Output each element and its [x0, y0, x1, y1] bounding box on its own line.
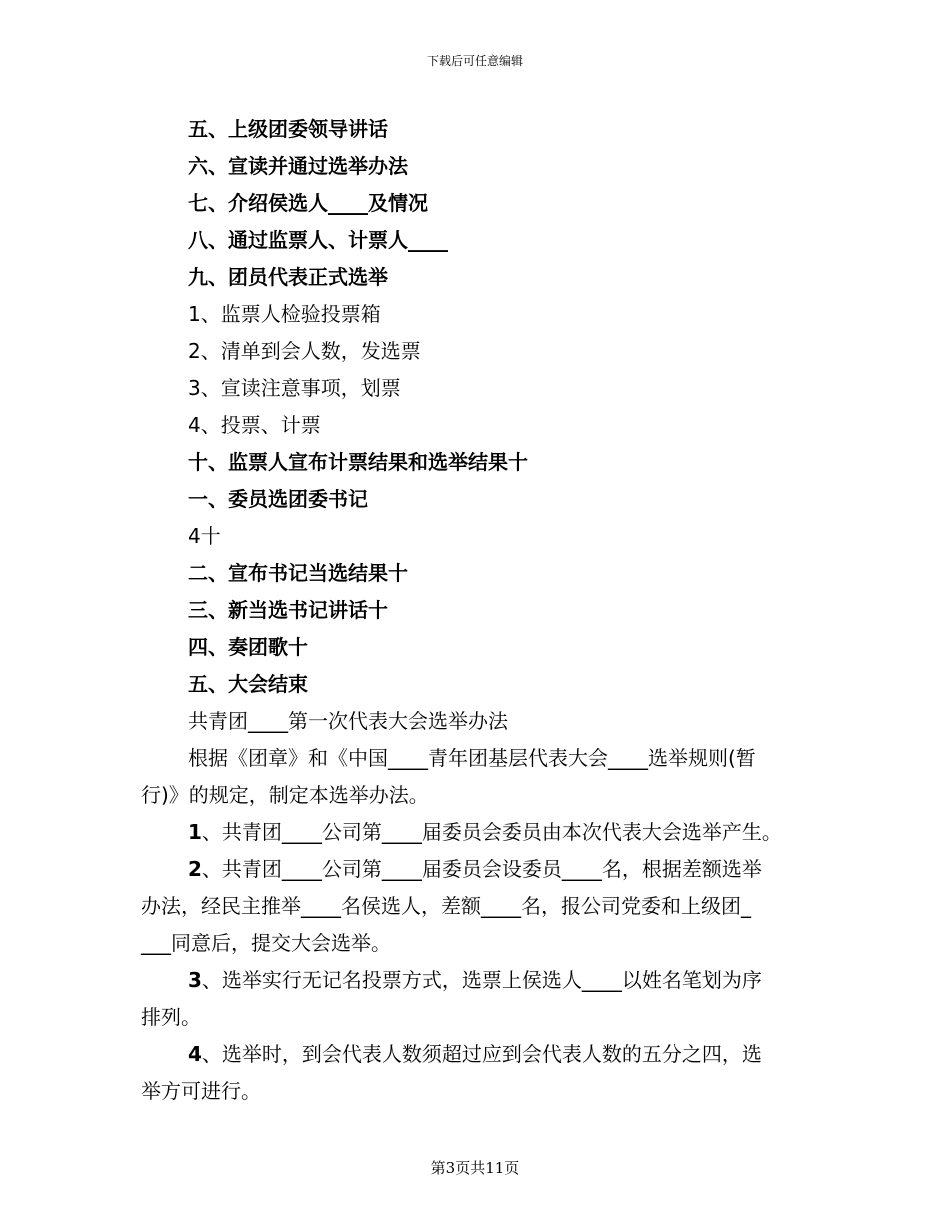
- agenda-item-5: 五、上级团委领导讲话: [188, 117, 388, 141]
- rule-3-line-1: [188, 967, 762, 993]
- rule-1-number: 1: [188, 820, 202, 844]
- rule-3-text: 、选举实行无记名投票方式，选票上侯选人____以姓名笔划为序: [201, 968, 762, 992]
- agenda-item-14: 四、奏团歌十: [188, 635, 308, 659]
- rule-3-number: 3: [188, 968, 202, 992]
- agenda-item-6: 六、宣读并通过选举办法: [188, 154, 408, 178]
- agenda-item-9: 九、团员代表正式选举: [188, 265, 388, 289]
- rule-3-line-2: 排列。: [141, 1005, 201, 1029]
- agenda-item-13: 三、新当选书记讲话十: [188, 598, 388, 622]
- rule-2-line-3: ___同意后，提交大会选举。: [141, 931, 391, 955]
- rule-4-text: 、选举时，到会代表人数须超过应到会代表人数的五分之四，选: [201, 1042, 762, 1066]
- document-title: 共青团____第一次代表大会选举办法: [188, 709, 508, 733]
- rule-1-text: 、共青团____公司第____届委员会委员由本次代表大会选举产生。: [201, 820, 782, 844]
- page-footer: 第3页共11页: [430, 1159, 520, 1177]
- fragment-text: 4十: [188, 524, 221, 548]
- agenda-item-8: 八、通过监票人、计票人____: [188, 228, 448, 252]
- step-3: 3、宣读注意事项，划票: [188, 376, 401, 400]
- rule-2-line-2: 办法，经民主推举____名侯选人，差额____名，报公司党委和上级团_: [141, 894, 751, 918]
- rule-2-line-1: [188, 856, 762, 882]
- intro-line-1: 根据《团章》和《中国____青年团基层代表大会____选举规则(暂: [188, 746, 756, 770]
- agenda-item-10: 十、监票人宣布计票结果和选举结果十: [188, 450, 528, 474]
- agenda-item-12: 二、宣布书记当选结果十: [188, 561, 408, 585]
- rule-4-number: 4: [188, 1042, 202, 1066]
- agenda-item-7: 七、介绍侯选人____及情况: [188, 191, 428, 215]
- agenda-item-15: 五、大会结束: [188, 672, 308, 696]
- step-2: 2、清单到会人数，发选票: [188, 339, 421, 363]
- rule-4-line-1: [188, 1041, 762, 1067]
- rule-2-number: 2: [188, 857, 202, 881]
- step-1: 1、监票人检验投票箱: [188, 302, 381, 326]
- intro-line-2: 行)》的规定，制定本选举办法。: [141, 783, 429, 807]
- rule-2-text: 、共青团____公司第____届委员会设委员____名，根据差额选举: [201, 857, 762, 881]
- rule-1-line-1: [188, 819, 782, 845]
- agenda-item-11: 一、委员选团委书记: [188, 487, 368, 511]
- page-header: 下载后可任意编辑: [426, 54, 523, 68]
- step-4: 4、投票、计票: [188, 413, 321, 437]
- rule-4-line-2: 举方可进行。: [141, 1079, 261, 1103]
